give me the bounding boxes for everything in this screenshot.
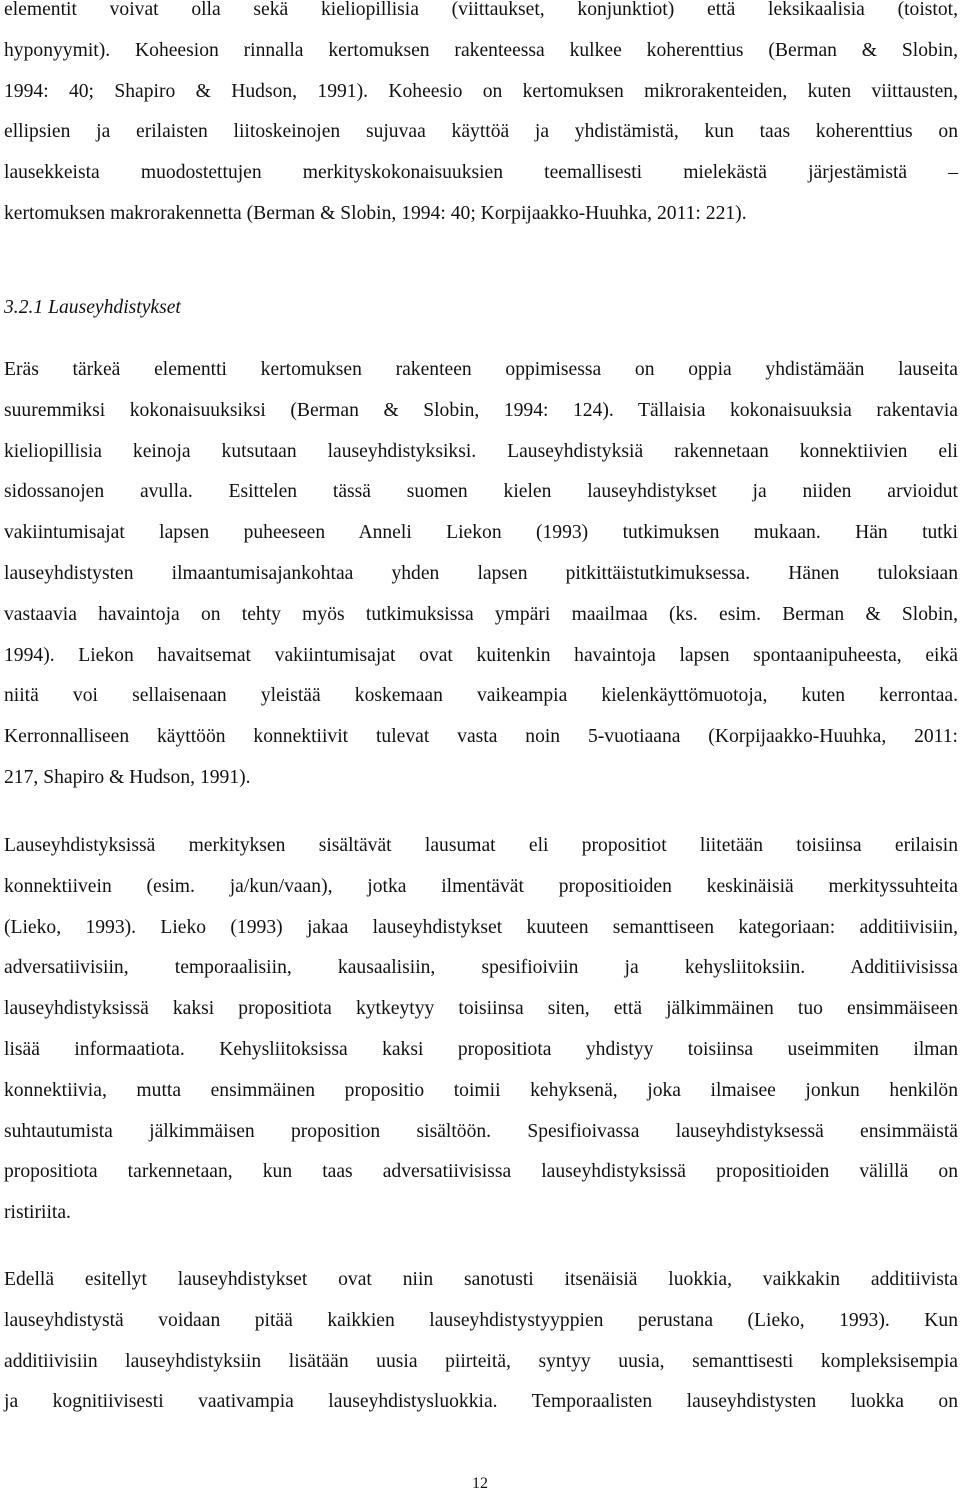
paragraph-line: kertomuksen makrorakennetta (Berman & Slobin, 1994: 40; Korpijaakko-Huuhka, 2011: 221).	[4, 202, 747, 224]
paragraph-line: adversatiivisiin, temporaalisiin, kausaalisiin, spesifioiviin ja kehysliitoksiin. Additiivisissa	[4, 957, 958, 979]
paragraph-line: (Lieko, 1993). Lieko (1993) jakaa lauseyhdistykset kuuteen semanttiseen kategoriaan: additiivisiin,	[4, 916, 958, 938]
paragraph-line: ellipsien ja erilaisten liitoskeinojen sujuvaa käyttöä ja yhdistämistä, kun taas koherenttius on	[4, 121, 958, 143]
paragraph-line: vastaavia havaintoja on tehty myös tutkimuksissa ympäri maailmaa (ks. esim. Berman & Slobin,	[4, 603, 958, 625]
paragraph-3	[4, 826, 958, 1234]
paragraph-line: lausekkeista muodostettujen merkityskokonaisuuksien teemallisesti mielekästä järjestämistä –	[4, 162, 958, 184]
paragraph-2	[4, 350, 958, 799]
paragraph-line: 1994). Liekon havaitsemat vakiintumisajat ovat kuitenkin havaintoja lapsen spontaanipuheesta, eikä	[4, 644, 958, 666]
paragraph-line: 217, Shapiro & Hudson, 1991).	[4, 766, 251, 788]
paragraph-line: lisää informaatiota. Kehysliitoksissa kaksi propositiota yhdistyy toisiinsa useimmiten ilman	[4, 1038, 958, 1060]
paragraph-line: lauseyhdistysten ilmaantumisajankohtaa yhden lapsen pitkittäistutkimuksessa. Hänen tuloksiaan	[4, 562, 958, 584]
paragraph-line: elementit voivat olla sekä kieliopillisia (viittaukset, konjunktiot) että leksikaalisia (toistot,	[4, 0, 958, 20]
paragraph-line: Kerronnalliseen käyttöön konnektiivit tulevat vasta noin 5-vuotiaana (Korpijaakko-Huuhka, 2011:	[4, 726, 958, 748]
paragraph-line: suuremmiksi kokonaisuuksiksi (Berman & Slobin, 1994: 124). Tällaisia kokonaisuuksia rakentavia	[4, 399, 958, 421]
section-heading: 3.2.1 Lauseyhdistykset	[4, 297, 181, 318]
paragraph-line: lauseyhdistyksissä kaksi propositiota kytkeytyy toisiinsa siten, että jälkimmäinen tuo ensimmäiseen	[4, 998, 958, 1020]
paragraph-line: Edellä esitellyt lauseyhdistykset ovat niin sanotusti itsenäisiä luokkia, vaikkakin additiivista	[4, 1269, 958, 1290]
paragraph-line: additiivisiin lauseyhdistyksiin lisätään uusia piirteitä, syntyy uusia, semanttisesti kompleksisempia	[4, 1350, 958, 1372]
paragraph-line: konnektiivia, mutta ensimmäinen propositio toimii kehyksenä, joka ilmaisee jonkun henkilön	[4, 1079, 958, 1101]
paragraph-line: niitä voi sellaisenaan yleistää koskemaan vaikeampia kielenkäyttömuotoja, kuten kerrontaa.	[4, 685, 958, 707]
paragraph-line: Lauseyhdistyksissä merkityksen sisältävät lausumat eli propositiot liitetään toisiinsa erilaisin	[4, 835, 958, 856]
paragraph-4	[4, 1260, 958, 1423]
paragraph-1	[4, 0, 958, 235]
paragraph-line: ristiriita.	[4, 1202, 71, 1224]
page-number: 12	[472, 1475, 488, 1492]
paragraph-line: Eräs tärkeä elementti kertomuksen rakenteen oppimisessa on oppia yhdistämään lauseita	[4, 359, 958, 380]
paragraph-line: sidossanojen avulla. Esittelen tässä suomen kielen lauseyhdistykset ja niiden arvioidut	[4, 481, 958, 503]
paragraph-line: kieliopillisia keinoja kutsutaan lauseyhdistyksiksi. Lauseyhdistyksiä rakennetaan konnektiivien eli	[4, 440, 958, 462]
paragraph-line: suhtautumista jälkimmäisen proposition sisältöön. Spesifioivassa lauseyhdistyksessä ensimmäistä	[4, 1120, 958, 1142]
paragraph-line: hyponyymit). Koheesion rinnalla kertomuksen rakenteessa kulkee koherenttius (Berman & Slobin,	[4, 39, 958, 61]
paragraph-line: vakiintumisajat lapsen puheeseen Anneli Liekon (1993) tutkimuksen mukaan. Hän tutki	[4, 522, 958, 544]
paragraph-line: konnektiivein (esim. ja/kun/vaan), jotka ilmentävät propositioiden keskinäisiä merkityssuhteita	[4, 875, 958, 897]
paragraph-line: 1994: 40; Shapiro & Hudson, 1991). Koheesio on kertomuksen mikrorakenteiden, kuten viittausten,	[4, 80, 958, 102]
paragraph-line: lauseyhdistystä voidaan pitää kaikkien lauseyhdistystyyppien perustana (Lieko, 1993). Kun	[4, 1309, 958, 1331]
paragraph-line: ja kognitiivisesti vaativampia lauseyhdistysluokkia. Temporaalisten lauseyhdistysten luokka on	[4, 1391, 958, 1413]
paragraph-line: propositiota tarkennetaan, kun taas adversatiivisissa lauseyhdistyksissä propositioiden välillä on	[4, 1161, 958, 1183]
